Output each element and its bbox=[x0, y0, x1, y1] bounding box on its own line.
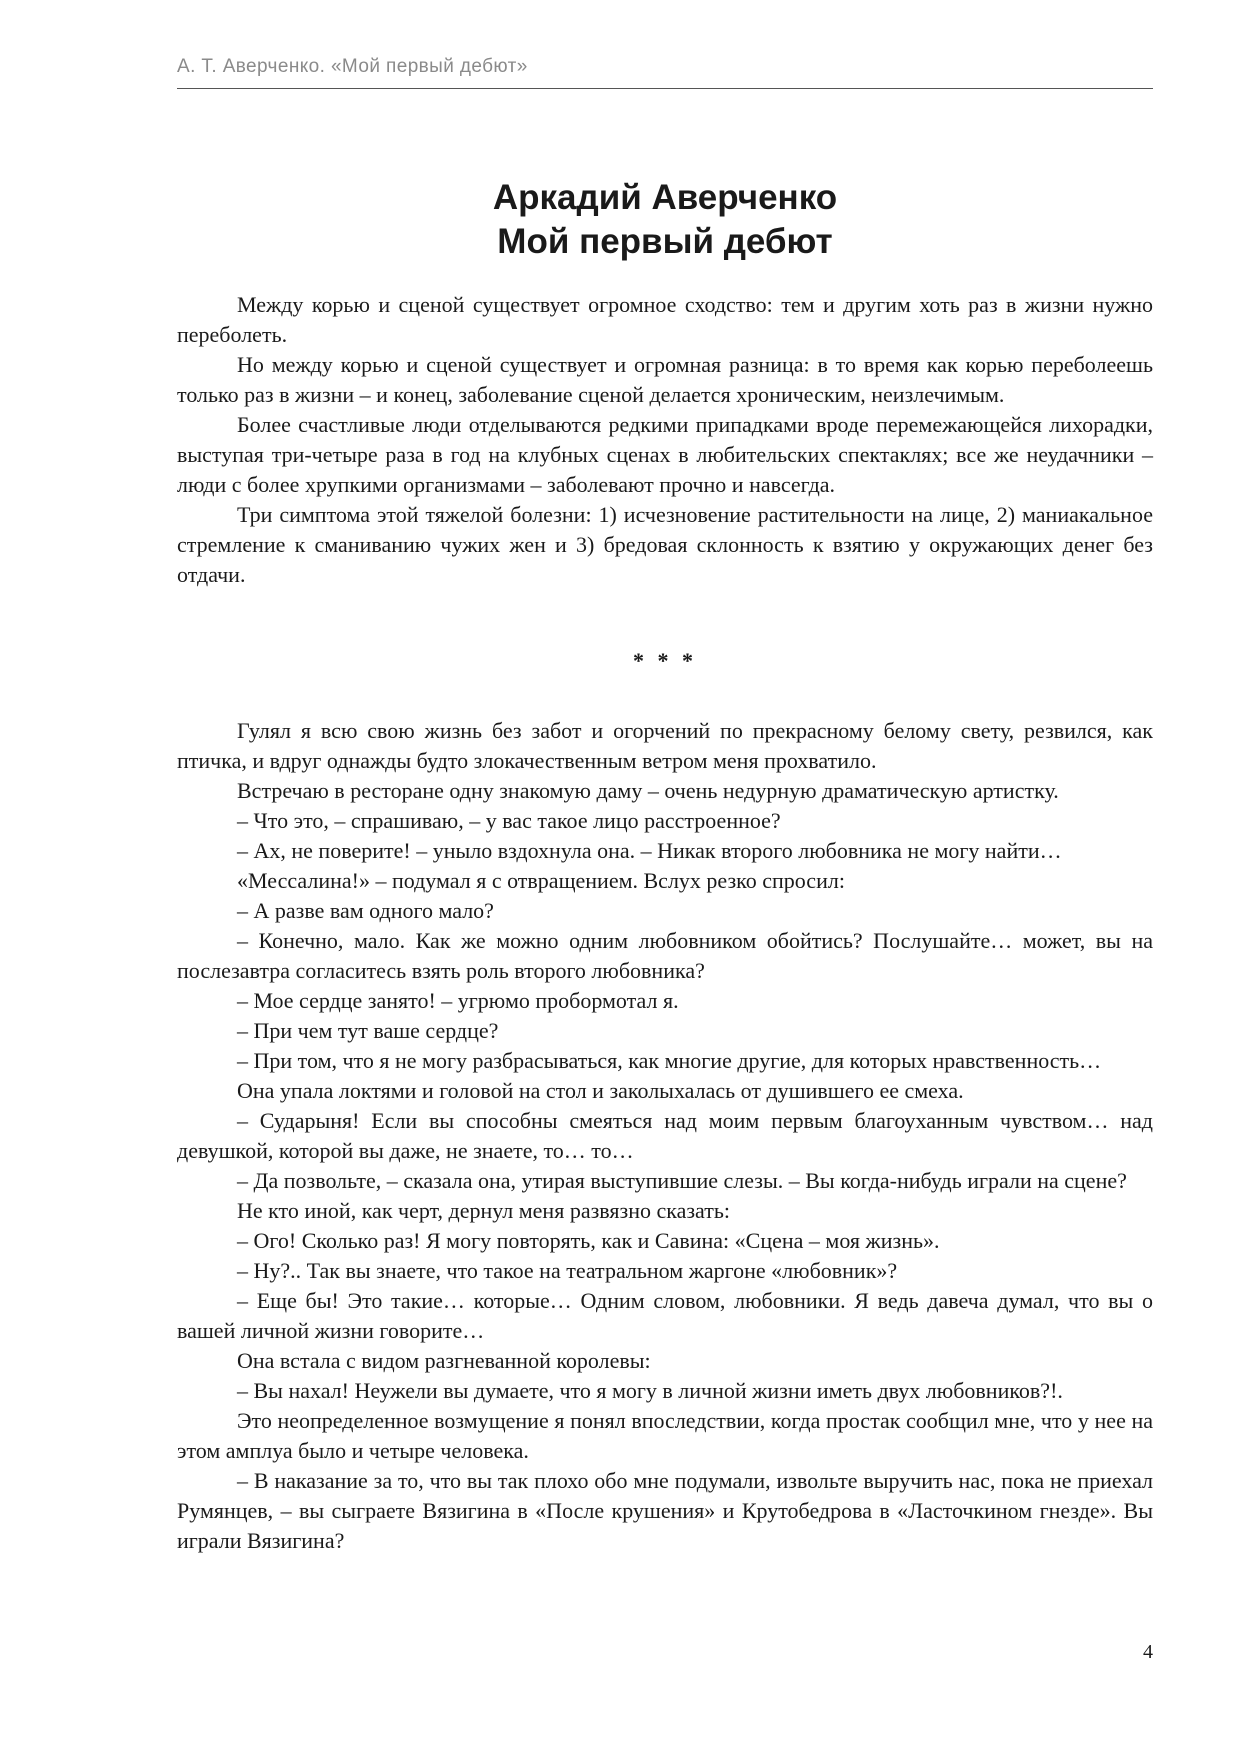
paragraph: – При том, что я не могу разбрасываться, как многие другие, для которых нравственность… bbox=[237, 1048, 1102, 1073]
title-block bbox=[177, 176, 1153, 264]
paragraph: – В наказание за то, что вы так плохо обо мне подумали, извольте выручить нас, пока не приехал Румянцев, – вы сыграете Вязигина в «После крушения» и Крутобедрова в «Ласточкином гнезде». Вы играли Вязигина? bbox=[177, 1468, 1153, 1553]
paragraph: – Ах, не поверите! – уныло вздохнула она. – Никак второго любовника не могу найти… bbox=[237, 838, 1062, 863]
paragraph: Это неопределенное возмущение я понял впоследствии, когда простак сообщил мне, что у нее на этом амплуа было и четыре человека. bbox=[177, 1408, 1153, 1463]
section-separator: * * * bbox=[633, 648, 697, 673]
paragraph: – Ого! Сколько раз! Я могу повторять, как и Савина: «Сцена – моя жизнь». bbox=[237, 1228, 940, 1253]
page-number: 4 bbox=[1143, 1641, 1153, 1663]
paragraph: – Мое сердце занято! – угрюмо пробормотал я. bbox=[237, 988, 679, 1013]
paragraph: Она встала с видом разгневанной королевы: bbox=[237, 1348, 651, 1373]
paragraph: – Ну?.. Так вы знаете, что такое на театральном жаргоне «любовник»? bbox=[237, 1258, 898, 1283]
paragraph: «Мессалина!» – подумал я с отвращением. Вслух резко спросил: bbox=[237, 868, 845, 893]
paragraph: Но между корью и сценой существует и огромная разница: в то время как корью переболеешь только раз в жизни – и конец, заболевание сценой делается хроническим, неизлечимым. bbox=[177, 352, 1153, 407]
paragraph: – При чем тут ваше сердце? bbox=[237, 1018, 499, 1043]
running-header: А. Т. Аверченко. «Мой первый дебют» bbox=[177, 56, 528, 77]
paragraph: Три симптома этой тяжелой болезни: 1) исчезновение растительности на лице, 2) маниакальное стремление к сманиванию чужих жен и 3) бредовая склонность к взятию у окружающих денег без отдачи. bbox=[177, 502, 1153, 587]
paragraph: Гулял я всю свою жизнь без забот и огорчений по прекрасному белому свету, резвился, как птичка, и вдруг однажды будто злокачественным ветром меня прохватило. bbox=[177, 718, 1153, 773]
paragraph: – А разве вам одного мало? bbox=[237, 898, 494, 923]
header-divider bbox=[177, 88, 1153, 89]
paragraph: – Конечно, мало. Как же можно одним любовником обойтись? Послушайте… может, вы на послезавтра согласитесь взять роль второго любовника? bbox=[177, 928, 1153, 983]
paragraph: – Что это, – спрашиваю, – у вас такое лицо расстроенное? bbox=[237, 808, 781, 833]
paragraph: Между корью и сценой существует огромное сходство: тем и другим хоть раз в жизни нужно переболеть. bbox=[177, 292, 1153, 347]
paragraph: Не кто иной, как черт, дернул меня развязно сказать: bbox=[237, 1198, 730, 1223]
paragraph: Она упала локтями и головой на стол и заколыхалась от душившего ее смеха. bbox=[237, 1078, 964, 1103]
story-section bbox=[177, 716, 1153, 1556]
paragraph: – Вы нахал! Неужели вы думаете, что я могу в личной жизни иметь двух любовников?!. bbox=[237, 1378, 1063, 1403]
paragraph: – Сударыня! Если вы способны смеяться над моим первым благоуханным чувством… над девушкой, которой вы даже, не знаете, то… то… bbox=[177, 1108, 1153, 1163]
paragraph: – Да позвольте, – сказала она, утирая выступившие слезы. – Вы когда-нибудь играли на сцене? bbox=[237, 1168, 1127, 1193]
work-title: Мой первый дебют bbox=[497, 222, 833, 261]
author-title: Аркадий Аверченко bbox=[492, 178, 838, 217]
paragraph: – Еще бы! Это такие… которые… Одним словом, любовники. Я ведь давеча думал, что вы о вашей личной жизни говорите… bbox=[177, 1288, 1153, 1343]
paragraph: Более счастливые люди отделываются редкими припадками вроде перемежающейся лихорадки, выступая три-четыре раза в год на клубных сценах в любительских спектаклях; все же неудачники – люди с более хрупкими организмами – заболевают прочно и навсегда. bbox=[177, 412, 1153, 497]
intro-section bbox=[177, 290, 1153, 590]
paragraph: Встречаю в ресторане одну знакомую даму – очень недурную драматическую артистку. bbox=[237, 778, 1059, 803]
